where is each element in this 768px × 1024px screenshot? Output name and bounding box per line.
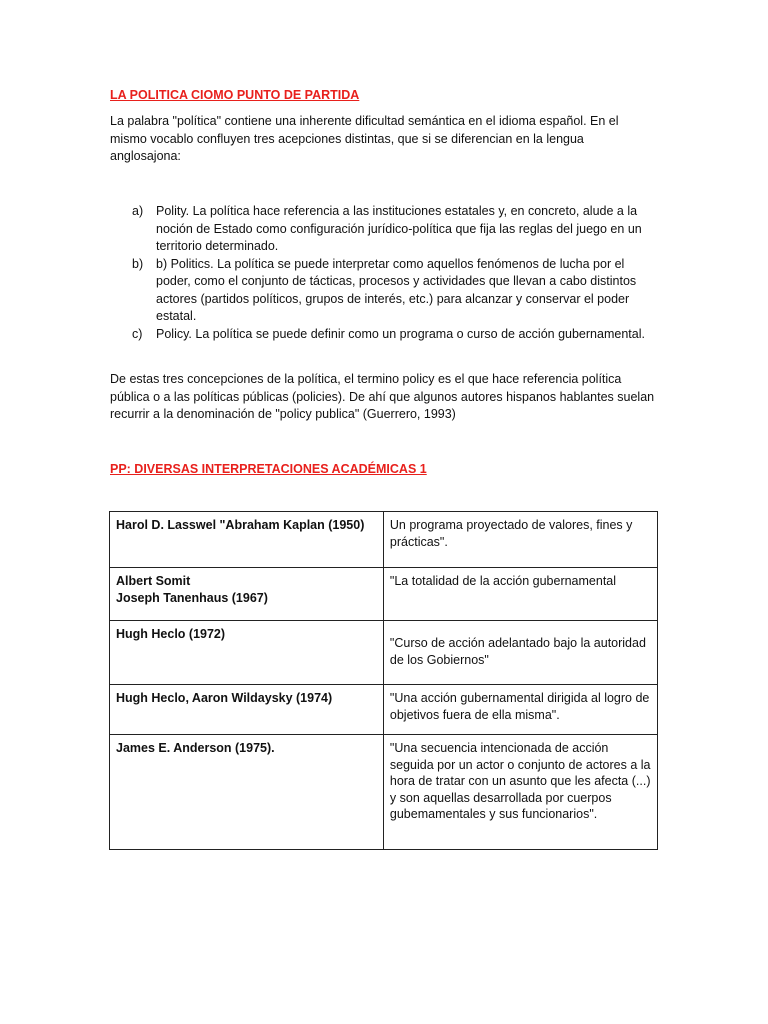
author-name: Hugh Heclo, Aaron Wildaysky (1974) <box>116 691 333 705</box>
list-item-marker: a) <box>132 204 144 218</box>
list-item-marker: b) <box>132 256 144 271</box>
list-item <box>110 203 658 256</box>
acepciones-list <box>110 203 658 343</box>
definition-cell <box>383 568 657 621</box>
author-cell <box>110 685 384 735</box>
author-name: Harol D. Lasswel "Abraham Kaplan (1950) <box>116 518 365 532</box>
definition-text: "Una secuencia intencionada de acción seguida por un actor o conjunto de actores a la hora de tratar con un asunto que les afecta (...) y son aquellas desarrollada por cuerpos gubemamentales y sus funcionarios". <box>389 741 651 821</box>
table-row <box>110 621 658 685</box>
author-name: Hugh Heclo (1972) <box>116 627 226 641</box>
author-name: James E. Anderson (1975). <box>116 741 275 755</box>
definition-text: Un programa proyectado de valores, fines y prácticas". <box>389 518 633 549</box>
list-item-marker: c) <box>132 326 143 341</box>
list-item <box>110 326 658 344</box>
table-row <box>110 685 658 735</box>
author-name: Albert Somit <box>116 574 191 588</box>
definition-cell <box>383 621 657 685</box>
author-cell <box>110 735 384 850</box>
section-heading-politica: LA POLITICA CIOMO PUNTO DE PARTIDA <box>110 88 360 102</box>
definition-text: "La totalidad de la acción gubernamental <box>389 574 617 588</box>
section-heading-interpretaciones: PP: DIVERSAS INTERPRETACIONES ACADÉMICAS 1 <box>110 462 427 476</box>
intro-paragraph: La palabra "política" contiene una inherente dificultad semántica en el idioma español. En el mismo vocablo confluyen tres acepciones distintas, que si se diferencian en la lengua anglosajona: <box>110 114 619 163</box>
table-row <box>110 512 658 568</box>
definition-cell <box>383 512 657 568</box>
list-item-text: Polity. La política hace referencia a las instituciones estatales y, en concreto, alude a la noción de Estado como configuración jurídico-política que fija las reglas del juego en un territorio determinado. <box>156 204 642 253</box>
definition-text: "Curso de acción adelantado bajo la autoridad de los Gobiernos" <box>389 636 646 667</box>
list-item-text: b) Politics. La política se puede interpretar como aquellos fenómenos de lucha por el poder, como el conjunto de tácticas, procesos y actividades que llevan a cabo distintos actores (partidos políticos, grupos de interés, etc.) para alcanzar y conservar el poder estatal. <box>156 256 637 323</box>
author-cell <box>110 568 384 621</box>
author-cell <box>110 621 384 685</box>
author-name: Joseph Tanenhaus (1967) <box>116 590 268 605</box>
list-item <box>110 256 658 326</box>
definition-cell <box>383 735 657 850</box>
interpretations-table <box>109 511 658 850</box>
list-item-text: Policy. La política se puede definir como un programa o curso de acción gubernamental. <box>156 326 645 341</box>
definition-text: "Una acción gubernamental dirigida al logro de objetivos fuera de ella misma". <box>389 691 650 722</box>
definition-cell <box>383 685 657 735</box>
table-row <box>110 735 658 850</box>
closing-paragraph: De estas tres concepciones de la política, el termino policy es el que hace referencia política pública o a las políticas públicas (policies). De ahí que algunos autores hispanos hablantes suelan recurrir a la denominación de "policy publica" (Guerrero, 1993) <box>110 372 655 421</box>
table-row <box>110 568 658 621</box>
author-cell <box>110 512 384 568</box>
